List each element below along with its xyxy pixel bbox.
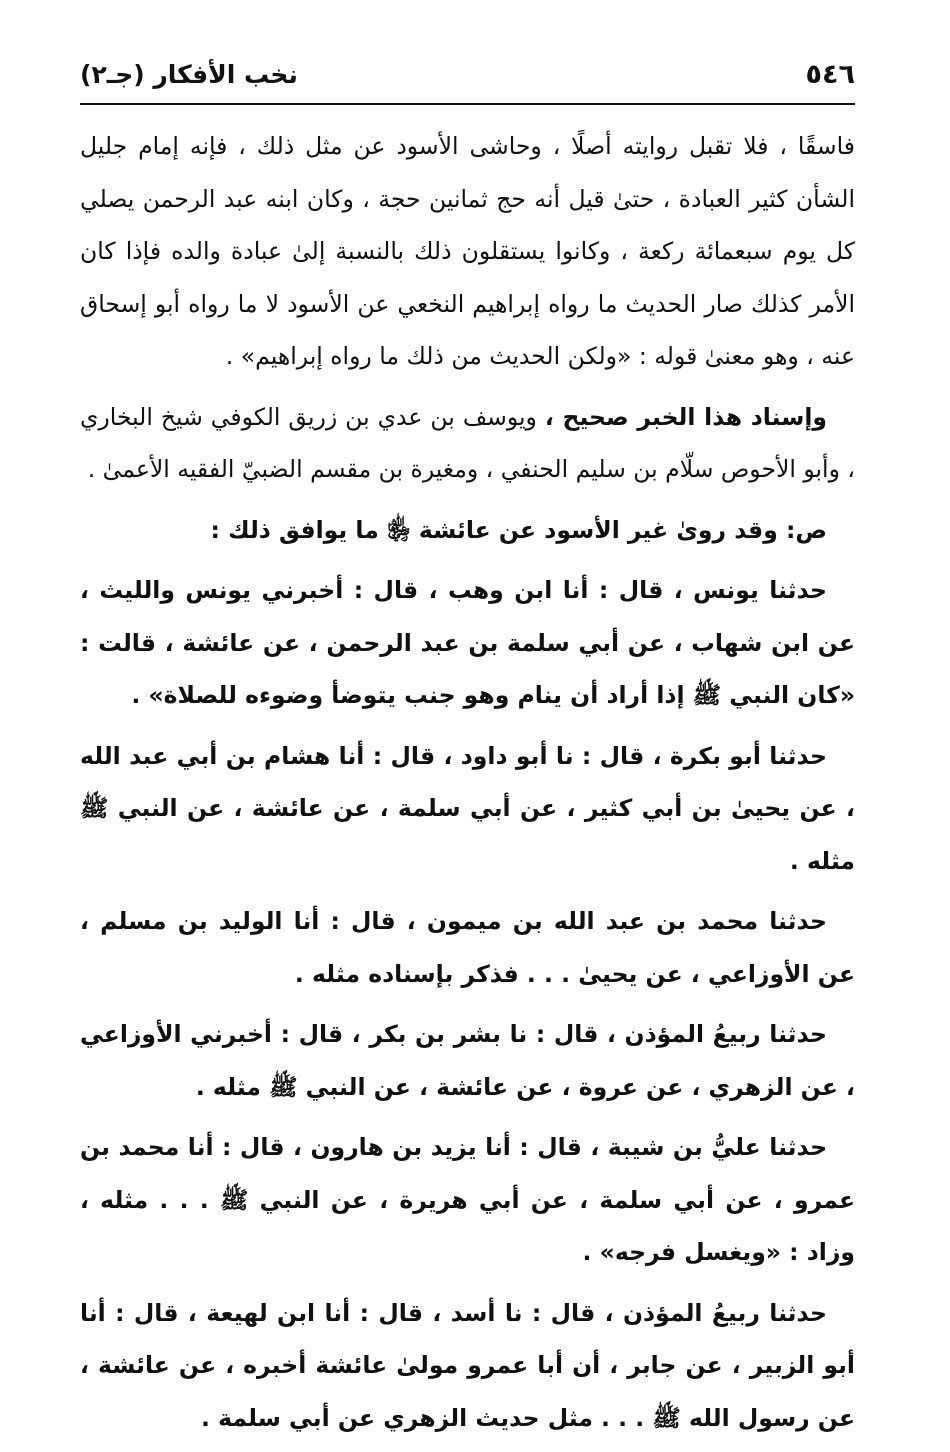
hadith-paragraph bbox=[80, 1287, 855, 1445]
book-title: نخب الأفكار (جـ٢) bbox=[80, 59, 298, 89]
section-heading bbox=[80, 504, 855, 557]
hadith-paragraph bbox=[80, 1121, 855, 1279]
commentary-paragraph bbox=[80, 120, 855, 383]
paragraph-lead: وإسناد هذا الخبر صحيح ، bbox=[544, 402, 827, 431]
page-number: ٥٤٦ bbox=[805, 58, 855, 90]
hadith-paragraph bbox=[80, 1008, 855, 1113]
paragraph-text: حدثنا ربيعُ المؤذن ، قال : نا أسد ، قال : أنا ابن لهيعة ، قال : أنا أبو الزبير ، عن جابر ، أن أبا عمرو مولىٰ عائشة أخبره ، عن عائشة ، عن رسول الله ﷺ . . . مثل حديث الزهري عن أبي سلمة . bbox=[80, 1298, 855, 1432]
hadith-paragraph bbox=[80, 895, 855, 1000]
hadith-paragraph bbox=[80, 730, 855, 888]
paragraph-text: فاسقًا ، فلا تقبل روايته أصلًا ، وحاشى الأسود عن مثل ذلك ، فإنه إمام جليل الشأن كثير العبادة ، حتىٰ قيل أنه حج ثمانين حجة ، وكان ابنه عبد الرحمن يصلي كل يوم سبعمائة ركعة ، وكانوا يستقلون ذلك بالنسبة إلىٰ عبادة والده فإذا كان الأمر كذلك صار الحديث ما رواه إبراهيم النخعي عن الأسود لا ما رواه أبو إسحاق عنه ، وهو معنىٰ قوله : «ولكن الحديث من ذلك ما رواه إبراهيم» . bbox=[80, 132, 855, 370]
paragraph-text: حدثنا عليُّ بن شيبة ، قال : أنا يزيد بن هارون ، قال : أنا محمد بن عمرو ، عن أبي سلمة ، عن أبي هريرة ، عن النبي ﷺ . . . مثله ، وزاد : «ويغسل فرجه» . bbox=[80, 1133, 855, 1266]
paragraph-lead: ص: وقد روىٰ غير الأسود عن عائشة ﵂ ما يوافق ذلك : bbox=[210, 515, 827, 544]
paragraph-text: حدثنا محمد بن عبد الله بن ميمون ، قال : أنا الوليد بن مسلم ، عن الأوزاعي ، عن يحيىٰ . . . فذكر بإسناده مثله . bbox=[80, 907, 855, 988]
page-header bbox=[80, 52, 855, 96]
hadith-paragraph bbox=[80, 564, 855, 722]
paragraph-text: ويوسف بن عدي بن زريق الكوفي شيخ البخاري ، وأبو الأحوص سلّام بن سليم الحنفي ، ومغيرة بن مقسم الضبيّ الفقيه الأعمىٰ . bbox=[80, 402, 855, 483]
paragraph-text: حدثنا يونس ، قال : أنا ابن وهب ، قال : أخبرني يونس والليث ، عن ابن شهاب ، عن أبي سلمة بن عبد الرحمن ، عن عائشة ، قالت : «كان النبي ﷺ إذا أراد أن ينام وهو جنب يتوضأ وضوءه للصلاة» . bbox=[80, 576, 855, 709]
paragraph-text: حدثنا ربيعُ المؤذن ، قال : نا بشر بن بكر ، قال : أخبرني الأوزاعي ، عن الزهري ، عن عروة ، عن عائشة ، عن النبي ﷺ مثله . bbox=[80, 1020, 855, 1101]
paragraph-text: حدثنا أبو بكرة ، قال : نا أبو داود ، قال : أنا هشام بن أبي عبد الله ، عن يحيىٰ بن أبي كثير ، عن أبي سلمة ، عن عائشة ، عن النبي ﷺ مثله . bbox=[80, 741, 855, 875]
commentary-paragraph bbox=[80, 391, 855, 496]
page-body bbox=[80, 120, 855, 1452]
header-divider bbox=[80, 103, 855, 105]
